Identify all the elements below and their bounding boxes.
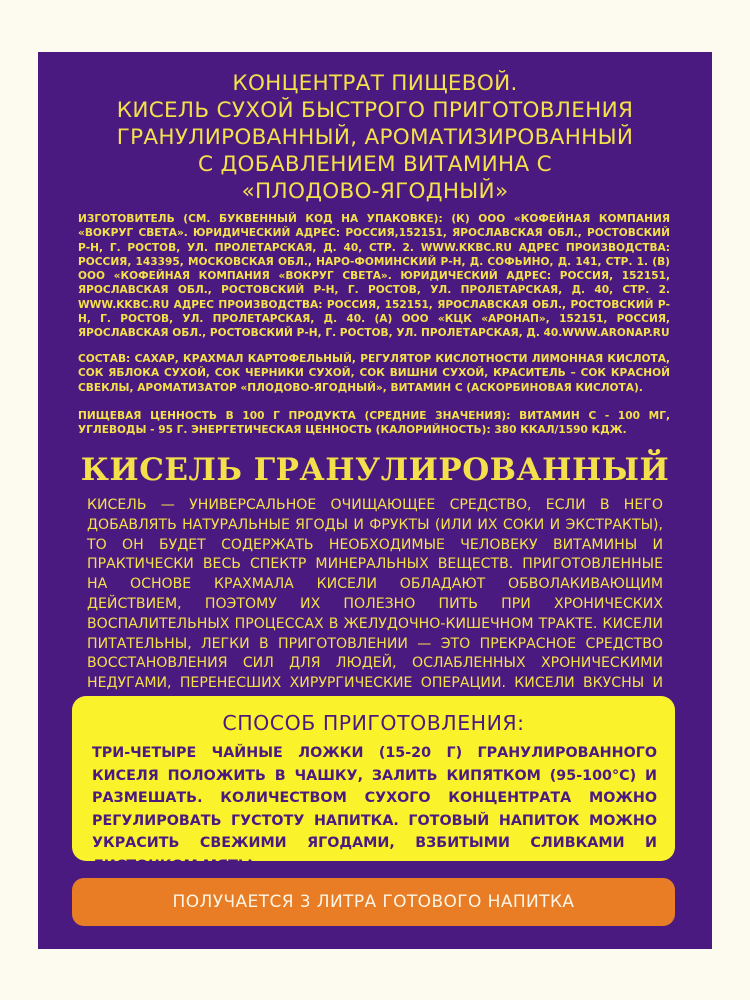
manufacturer-info: ИЗГОТОВИТЕЛЬ (СМ. БУКВЕННЫЙ КОД НА УПАКОВКЕ): (К) ООО «КОФЕЙНАЯ КОМПАНИЯ «ВОКРУГ СВЕТА». ЮРИДИЧЕСКИЙ АДРЕС: РОССИЯ,152151, ЯРОСЛАВСКАЯ ОБЛ., РОСТОВСКИЙ Р-Н, Г. РОСТОВ, УЛ. ПРОЛЕТАРСКАЯ, Д. 40, СТР. 2. WWW.KKBC.RU АДРЕС ПРОИЗВОДСТВА: РОССИЯ, 143395, МОСКОВСКАЯ ОБЛ., НАРО-ФОМИНСКИЙ Р-Н, Д. СОФЬИНО, Д. 141, СТР. 1. (В) ООО «КОФЕЙНАЯ КОМПАНИЯ «ВОКРУГ СВЕТА». ЮРИДИЧЕСКИЙ АДРЕС: РОССИЯ, 152151, ЯРОСЛАВСКАЯ ОБЛ., РОСТОВСКИЙ Р-Н, Г. РОСТОВ, УЛ. ПРОЛЕТАРСКАЯ, Д. 40, СТР. 2. WWW.KKBC.RU АДРЕС ПРОИЗВОДСТВА: РОССИЯ, 152151, ЯРОСЛАВСКАЯ ОБЛ., РОСТОВСКИЙ Р-Н, Г. РОСТОВ, УЛ. ПРОЛЕТАРСКАЯ, Д. 40. (А) ООО «КЦК «АРОНАП», 152151, РОССИЯ, ЯРОСЛАВСКАЯ ОБЛ., РОСТОВСКИЙ Р-Н, Г. РОСТОВ, УЛ. ПРОЛЕТАРСКАЯ, Д. 40.WWW.ARONAP.RU [78,213,670,340]
title-line: «ПЛОДОВО-ЯГОДНЫЙ» [241,179,509,204]
preparation-text: ТРИ-ЧЕТЫРЕ ЧАЙНЫЕ ЛОЖКИ (15-20 Г) ГРАНУЛИРОВАННОГО КИСЕЛЯ ПОЛОЖИТЬ В ЧАШКУ, ЗАЛИТЬ КИПЯТКОМ (95-100°С) И РАЗМЕШАТЬ. КОЛИЧЕСТВОМ СУХОГО КОНЦЕНТРАТА МОЖНО РЕГУЛИРОВАТЬ ГУСТОТУ НАПИТКА. ГОТОВЫЙ НАПИТОК МОЖНО УКРАСИТЬ СВЕЖИМИ ЯГОДАМИ, ВЗБИТЫМИ СЛИВКАМИ И ЛИСТОЧКОМ МЯТЫ. [92,745,657,874]
section-heading: КИСЕЛЬ ГРАНУЛИРОВАННЫЙ [80,452,670,488]
product-description: КИСЕЛЬ — УНИВЕРСАЛЬНОЕ ОЧИЩАЮЩЕЕ СРЕДСТВО, ЕСЛИ В НЕГО ДОБАВЛЯТЬ НАТУРАЛЬНЫЕ ЯГОДЫ И ФРУКТЫ (ИЛИ ИХ СОКИ И ЭКСТРАКТЫ), ТО ОН БУДЕТ СОДЕРЖАТЬ НЕОБХОДИМЫЕ ЧЕЛОВЕКУ ВИТАМИНЫ И ПРАКТИЧЕСКИ ВЕСЬ СПЕКТР МИНЕРАЛЬНЫХ ВЕЩЕСТВ. ПРИГОТОВЛЕННЫЕ НА ОСНОВЕ КРАХМАЛА КИСЕЛИ ОБЛАДАЮТ ОБВОЛАКИВАЮЩИМ ДЕЙСТВИЕМ, ПОЭТОМУ ИХ ПОЛЕЗНО ПИТЬ ПРИ ХРОНИЧЕСКИХ ВОСПАЛИТЕЛЬНЫХ ПРОЦЕССАХ В ЖЕЛУДОЧНО-КИШЕЧНОМ ТРАКТЕ. КИСЕЛИ ПИТАТЕЛЬНЫ, ЛЕГКИ В ПРИГОТОВЛЕНИИ — ЭТО ПРЕКРАСНОЕ СРЕДСТВО ВОССТАНОВЛЕНИЯ СИЛ ДЛЯ ЛЮДЕЙ, ОСЛАБЛЕННЫХ ХРОНИЧЕСКИМИ НЕДУГАМИ, ПЕРЕНЕСШИХ ХИРУРГИЧЕСКИЕ ОПЕРАЦИИ. КИСЕЛИ ВКУСНЫ И [87,497,663,692]
yield-banner: ПОЛУЧАЕТСЯ 3 ЛИТРА ГОТОВОГО НАПИТКА [72,878,675,926]
nutrition-info: ПИЩЕВАЯ ЦЕННОСТЬ В 100 Г ПРОДУКТА (СРЕДНИЕ ЗНАЧЕНИЯ): ВИТАМИН С - 100 МГ, УГЛЕВОДЫ - 95 Г. ЭНЕРГЕТИЧЕСКАЯ ЦЕННОСТЬ (КАЛОРИЙНОСТЬ): 380 ККАЛ/1590 КДЖ. [78,410,670,437]
composition-info: СОСТАВ: САХАР, КРАХМАЛ КАРТОФЕЛЬНЫЙ, РЕГУЛЯТОР КИСЛОТНОСТИ ЛИМОННАЯ КИСЛОТА, СОК ЯБЛОКА СУХОЙ, СОК ЧЕРНИКИ СУХОЙ, СОК ВИШНИ СУХОЙ, КРАСИТЕЛЬ – СОК КРАСНОЙ СВЕКЛЫ, АРОМАТИЗАТОР «ПЛОДОВО-ЯГОДНЫЙ», ВИТАМИН С (АСКОРБИНОВАЯ КИСЛОТА). [78,353,670,394]
preparation-box [72,696,675,874]
preparation-title: СПОСОБ ПРИГОТОВЛЕНИЯ: [222,711,525,735]
title-line: ГРАНУЛИРОВАННЫЙ, АРОМАТИЗИРОВАННЫЙ [116,125,634,150]
title-line: С ДОБАВЛЕНИЕМ ВИТАМИНА С [198,152,552,177]
product-title [38,70,712,205]
title-line: КИСЕЛЬ СУХОЙ БЫСТРОГО ПРИГОТОВЛЕНИЯ [116,98,634,123]
title-line: КОНЦЕНТРАТ ПИЩЕВОЙ. [232,71,518,96]
label-panel [38,52,712,949]
